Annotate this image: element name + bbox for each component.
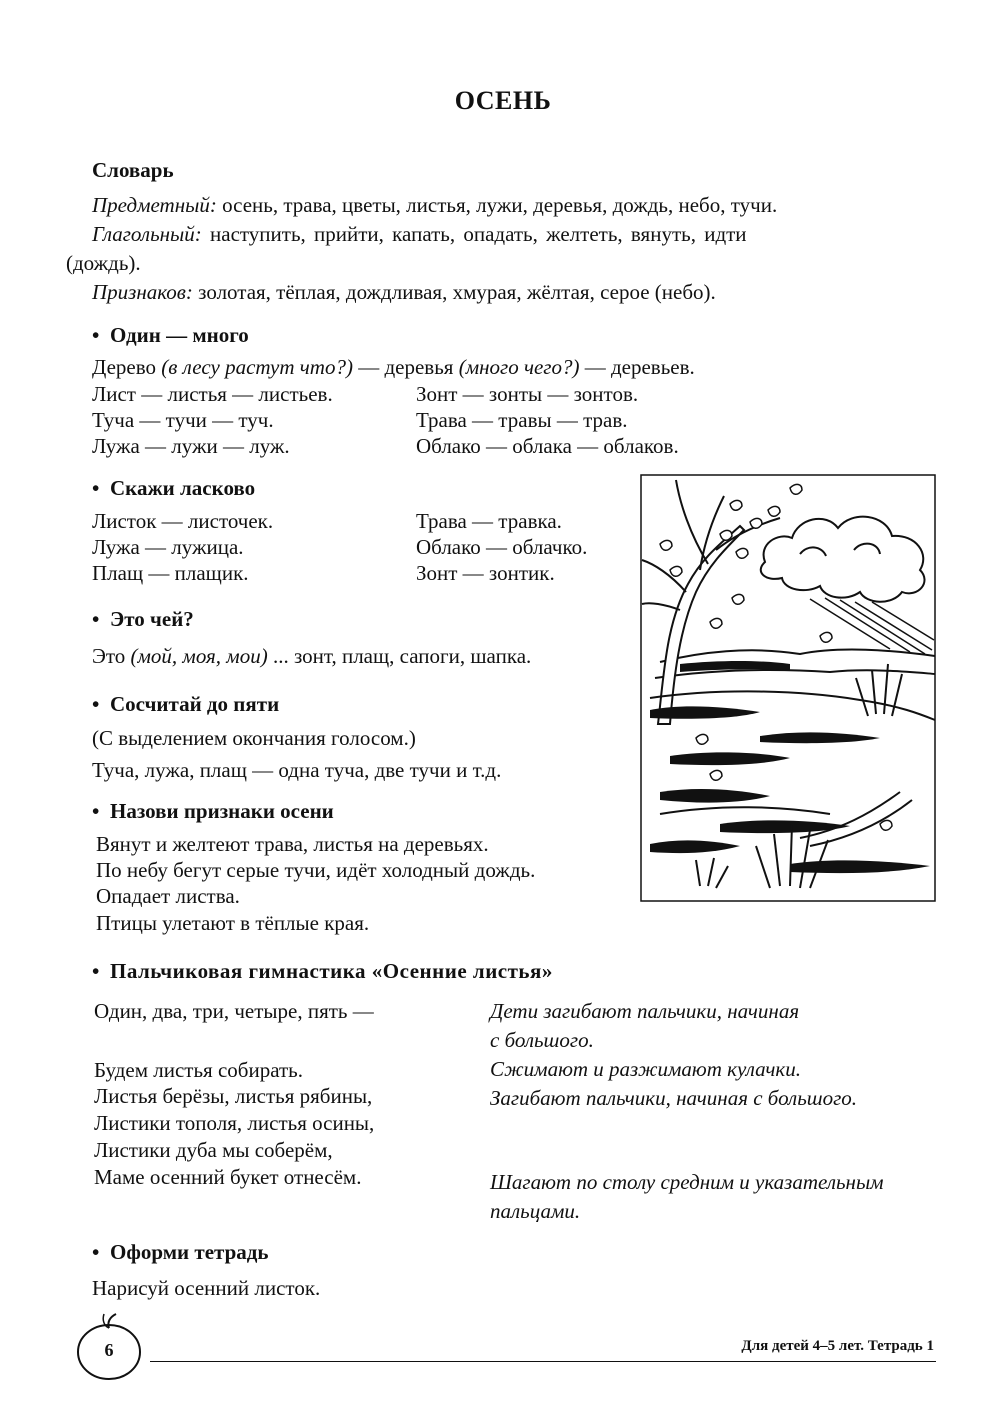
dictionary-verb-words: наступить, прийти, капать, опадать, желтеть, вянуть, идти — [201, 222, 747, 246]
count-heading-text: Сосчитай до пяти — [110, 692, 280, 716]
bullet-icon: • — [92, 1240, 100, 1264]
dictionary-attr-line — [92, 279, 716, 305]
action-line-6: пальцами. — [490, 1199, 581, 1223]
one-many-mid: — деревья — [352, 355, 459, 379]
poem-line-5: Листики дуба мы соберём, — [94, 1138, 333, 1162]
poem-line-2: Будем листья собирать. — [94, 1058, 303, 1082]
affectionate-right-1: Трава — травка. — [416, 509, 562, 533]
affectionate-left-1: Листок — листочек. — [92, 509, 274, 533]
signs-line-4: Птицы улетают в тёплые края. — [96, 911, 370, 935]
action-line-5: Шагают по столу средним и указательным — [490, 1170, 884, 1194]
section-heading-dictionary: Словарь — [92, 158, 174, 182]
one-many-right-3: Облако — облака — облаков. — [416, 434, 679, 458]
bullet-icon: • — [92, 476, 100, 500]
affectionate-right-2: Облако — облачко. — [416, 535, 588, 559]
signs-heading-text: Назови признаки осени — [110, 799, 334, 823]
dictionary-verb-label: Глагольный: — [92, 222, 202, 246]
affectionate-heading-text: Скажи ласково — [110, 476, 256, 500]
action-line-2: с большого. — [490, 1028, 594, 1052]
whose-hint: (мой, моя, мои) — [130, 644, 268, 668]
one-many-end: — деревьев. — [579, 355, 695, 379]
bullet-icon: • — [92, 607, 100, 631]
bullet-icon: • — [92, 959, 100, 983]
signs-line-2: По небу бегут серые тучи, идёт холодный дождь. — [96, 858, 536, 882]
one-many-question-1: (в лесу растут что?) — [161, 355, 353, 379]
count-example: Туча, лужа, плащ — одна туча, две тучи и т.д. — [92, 758, 502, 782]
signs-line-1: Вянут и желтеют трава, листья на деревьях. — [96, 832, 489, 856]
dictionary-attr-words: золотая, тёплая, дождливая, хмурая, жёлтая, серое (небо). — [192, 280, 716, 304]
whose-line — [92, 643, 531, 669]
one-many-right-1: Зонт — зонты — зонтов. — [416, 382, 639, 406]
one-many-example-line — [92, 354, 695, 380]
dictionary-verb-line-2: (дождь). — [66, 251, 141, 275]
one-many-left-3: Лужа — лужи — луж. — [92, 434, 290, 458]
one-many-heading-text: Один — много — [110, 323, 249, 347]
poem-line-1: Один, два, три, четыре, пять — — [94, 999, 374, 1023]
finger-gym-heading-text: Пальчиковая гимнастика «Осенние листья» — [110, 959, 553, 983]
page-title: ОСЕНЬ — [454, 86, 552, 115]
section-heading-one-many — [92, 322, 249, 348]
one-many-question-2: (много чего?) — [458, 355, 580, 379]
action-line-1: Дети загибают пальчики, начиная — [490, 999, 800, 1023]
notebook-heading-text: Оформи тетрадь — [110, 1240, 269, 1264]
section-heading-finger-gym — [92, 958, 553, 984]
section-heading-affectionate — [92, 475, 255, 501]
section-heading-signs — [92, 798, 334, 824]
action-line-4: Загибают пальчики, начиная с большого. — [490, 1086, 858, 1110]
signs-line-3: Опадает листва. — [96, 884, 240, 908]
dictionary-verb-line — [92, 221, 747, 247]
one-many-word: Дерево — [92, 355, 162, 379]
section-heading-whose — [92, 606, 194, 632]
affectionate-left-3: Плащ — плащик. — [92, 561, 249, 585]
autumn-landscape-illustration — [640, 474, 936, 902]
poem-line-3: Листья берёзы, листья рябины, — [94, 1084, 373, 1108]
section-heading-count — [92, 691, 279, 717]
poem-line-6: Маме осенний букет отнесём. — [94, 1165, 362, 1189]
count-note: (С выделением окончания голосом.) — [92, 726, 416, 750]
bullet-icon: • — [92, 323, 100, 347]
dictionary-object-words: осень, трава, цветы, листья, лужи, деревья, дождь, небо, тучи. — [216, 193, 778, 217]
section-heading-notebook — [92, 1239, 269, 1265]
affectionate-right-3: Зонт — зонтик. — [416, 561, 555, 585]
page-number: 6 — [104, 1340, 114, 1360]
bullet-icon: • — [92, 799, 100, 823]
whose-prefix: Это — [92, 644, 131, 668]
dictionary-attr-label: Признаков: — [92, 280, 193, 304]
dictionary-object-line — [92, 192, 777, 218]
whose-heading-text: Это чей? — [110, 607, 194, 631]
affectionate-left-2: Лужа — лужица. — [92, 535, 244, 559]
one-many-left-1: Лист — листья — листьев. — [92, 382, 333, 406]
poem-line-4: Листики тополя, листья осины, — [94, 1111, 375, 1135]
one-many-right-2: Трава — травы — трав. — [416, 408, 628, 432]
action-line-3: Сжимают и разжимают кулачки. — [490, 1057, 801, 1081]
dictionary-object-label: Предметный: — [92, 193, 217, 217]
footer-rule — [150, 1361, 936, 1362]
whose-rest: ... зонт, плащ, сапоги, шапка. — [267, 644, 532, 668]
footer-series: Для детей 4–5 лет. Тетрадь 1 — [741, 1338, 934, 1354]
one-many-left-2: Туча — тучи — туч. — [92, 408, 274, 432]
bullet-icon: • — [92, 692, 100, 716]
notebook-task: Нарисуй осенний листок. — [92, 1276, 321, 1300]
